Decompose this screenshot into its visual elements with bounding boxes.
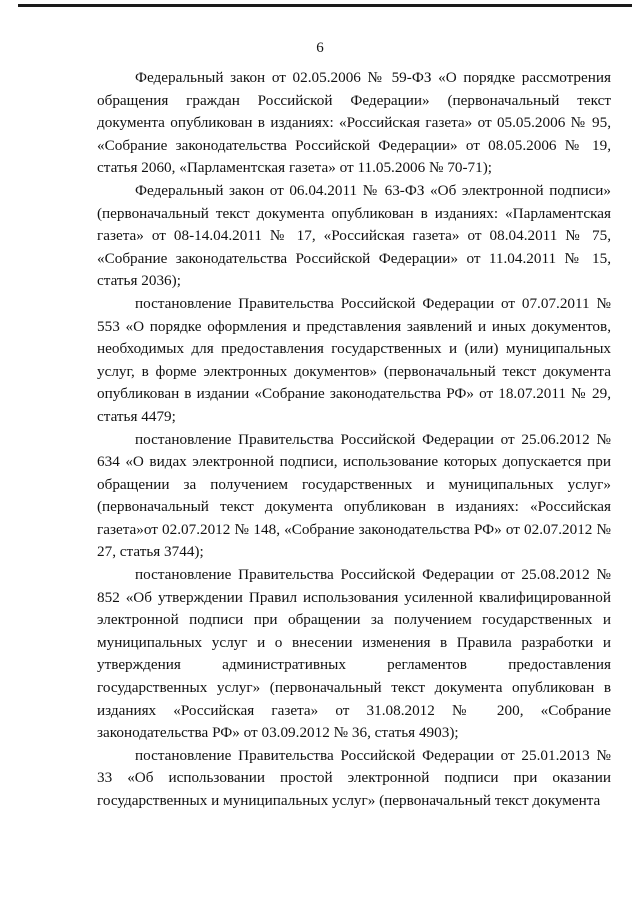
- document-body: [97, 67, 611, 813]
- paragraph-law-63fz: Федеральный закон от 06.04.2011 № 63-ФЗ «Об электронной подписи» (первоначальный текст документа опубликован в изданиях: «Парламентская газета» от 08-14.04.2011 № 17, «Российская газета» от 08.04.2011 № 75, «Собрание законодательства Российской Федерации» от 11.04.2011 № 15, статья 2036);: [97, 181, 611, 290]
- top-border-line: [18, 4, 632, 7]
- paragraph-law-59fz: Федеральный закон от 02.05.2006 № 59-ФЗ «О порядке рассмотрения обращения граждан Российской Федерации» (первоначальный текст документа опубликован в изданиях: «Российская газета» от 05.05.2006 № 95, «Собрание законодательства Российской Федерации» от 08.05.2006 № 19, статья 2060, «Парламентская газета» от 11.05.2006 № 70-71);: [97, 69, 611, 177]
- page-number: 6: [316, 40, 324, 56]
- paragraph-decree-33: постановление Правительства Российской Федерации от 25.01.2013 № 33 «Об использовании простой электронной подписи при оказании государственных и муниципальных услуг» (первоначальный текст документа: [97, 746, 611, 809]
- paragraph-decree-634: постановление Правительства Российской Федерации от 25.06.2012 № 634 «О видах электронной подписи, использование которых допускается при обращении за получением государственных и муниципальных услуг» (первоначальный текст документа опубликован в изданиях: «Российская газета»от 02.07.2012 № 148, «Собрание законодательства РФ» от 02.07.2012 № 27, статья 3744);: [97, 430, 611, 561]
- paragraph-decree-852: постановление Правительства Российской Федерации от 25.08.2012 № 852 «Об утверждении Правил использования усиленной квалифицированной электронной подписи при обращении за получением государственных и муниципальных услуг и о внесении изменения в Правила разработки и утверждения административных регламентов предоставления государственных услуг» (первоначальный текст документа опубликован в изданиях «Российская газета» от 31.08.2012 № 200, «Собрание законодательства РФ» от 03.09.2012 № 36, статья 4903);: [97, 566, 611, 742]
- paragraph-decree-553: постановление Правительства Российской Федерации от 07.07.2011 № 553 «О порядке оформления и представления заявлений и иных документов, необходимых для предоставления государственных и (или) муниципальных услуг, в форме электронных документов» (первоначальный текст документа опубликован в издании «Собрание законодательства РФ» от 18.07.2011 № 29, статья 4479;: [97, 294, 611, 425]
